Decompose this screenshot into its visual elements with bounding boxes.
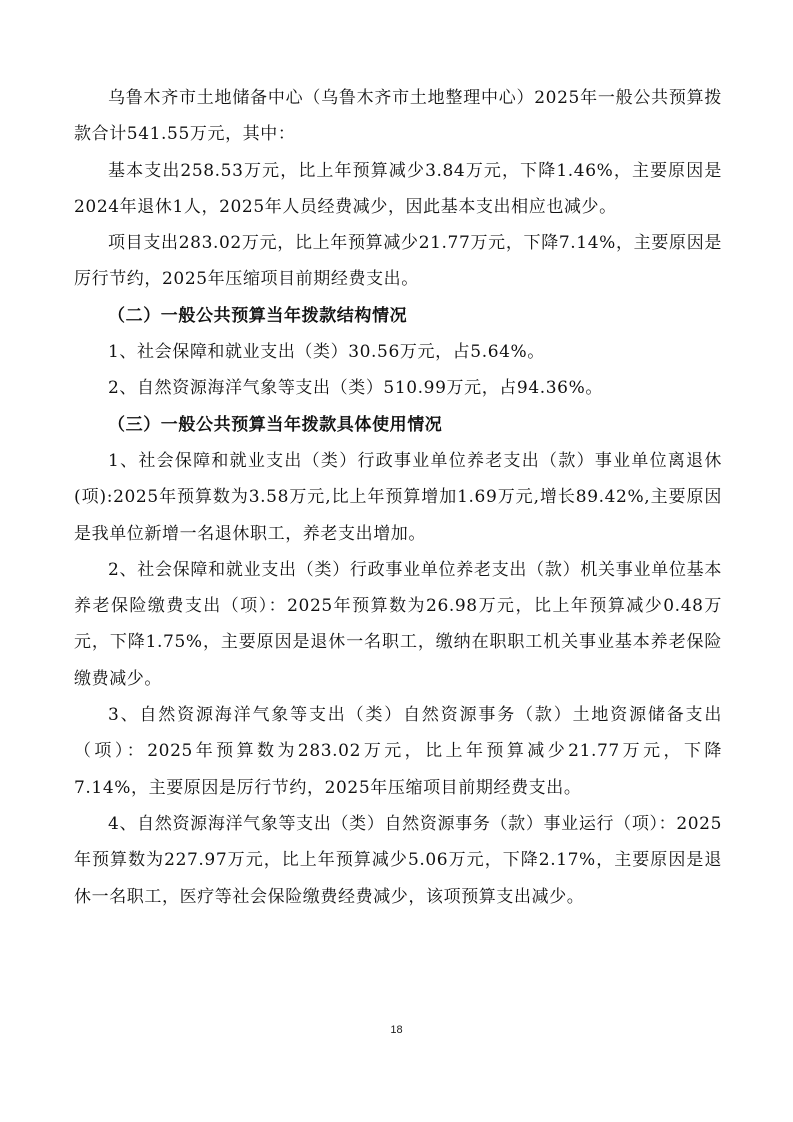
paragraph-basic-expenditure: 基本支出258.53万元，比上年预算减少3.84万元，下降1.46%，主要原因是2024年退休1人，2025年人员经费减少，因此基本支出相应也减少。: [74, 160, 722, 217]
paragraph-structure-item-2: 2、自然资源海洋气象等支出（类）510.99万元，占94.36%。: [108, 378, 603, 399]
paragraph-usage-item-1: 1、社会保障和就业支出（类）行政事业单位养老支出（款）事业单位离退休(项):2025年预算数为3.58万元,比上年预算增加1.69万元,增长89.42%,主要原因是我单位新增一名退休职工，养老支出增加。: [74, 450, 722, 544]
section-heading-usage: （三）一般公共预算当年拨款具体使用情况: [108, 414, 443, 435]
document-body: [74, 80, 722, 915]
paragraph-usage-item-4: 4、自然资源海洋气象等支出（类）自然资源事务（款）事业运行（项）：2025年预算数为227.97万元，比上年预算减少5.06万元，下降2.17%，主要原因是退休一名职工，医疗等社会保险缴费经费减少，该项预算支出减少。: [74, 813, 722, 907]
paragraph-structure-item-1: 1、社会保障和就业支出（类）30.56万元，占5.64%。: [108, 342, 545, 363]
paragraph-budget-total: 乌鲁木齐市土地储备中心（乌鲁木齐市土地整理中心）2025年一般公共预算拨款合计541.55万元，其中：: [74, 88, 722, 145]
paragraph-usage-item-3: 3、自然资源海洋气象等支出（类）自然资源事务（款）土地资源储备支出（项）：2025年预算数为283.02万元，比上年预算减少21.77万元，下降7.14%，主要原因是厉行节约，2025年压缩项目前期经费支出。: [74, 705, 722, 798]
section-heading-structure: （二）一般公共预算当年拨款结构情况: [108, 305, 408, 326]
page-number: 18: [390, 1024, 403, 1036]
paragraph-usage-item-2: 2、社会保障和就业支出（类）行政事业单位养老支出（款）机关事业单位基本养老保险缴费支出（项）：2025年预算数为26.98万元，比上年预算减少0.48万元，下降1.75%，主要原因是退休一名职工，缴纳在职职工机关事业基本养老保险缴费减少。: [74, 559, 722, 689]
paragraph-project-expenditure: 项目支出283.02万元，比上年预算减少21.77万元，下降7.14%，主要原因是厉行节约，2025年压缩项目前期经费支出。: [74, 233, 722, 290]
